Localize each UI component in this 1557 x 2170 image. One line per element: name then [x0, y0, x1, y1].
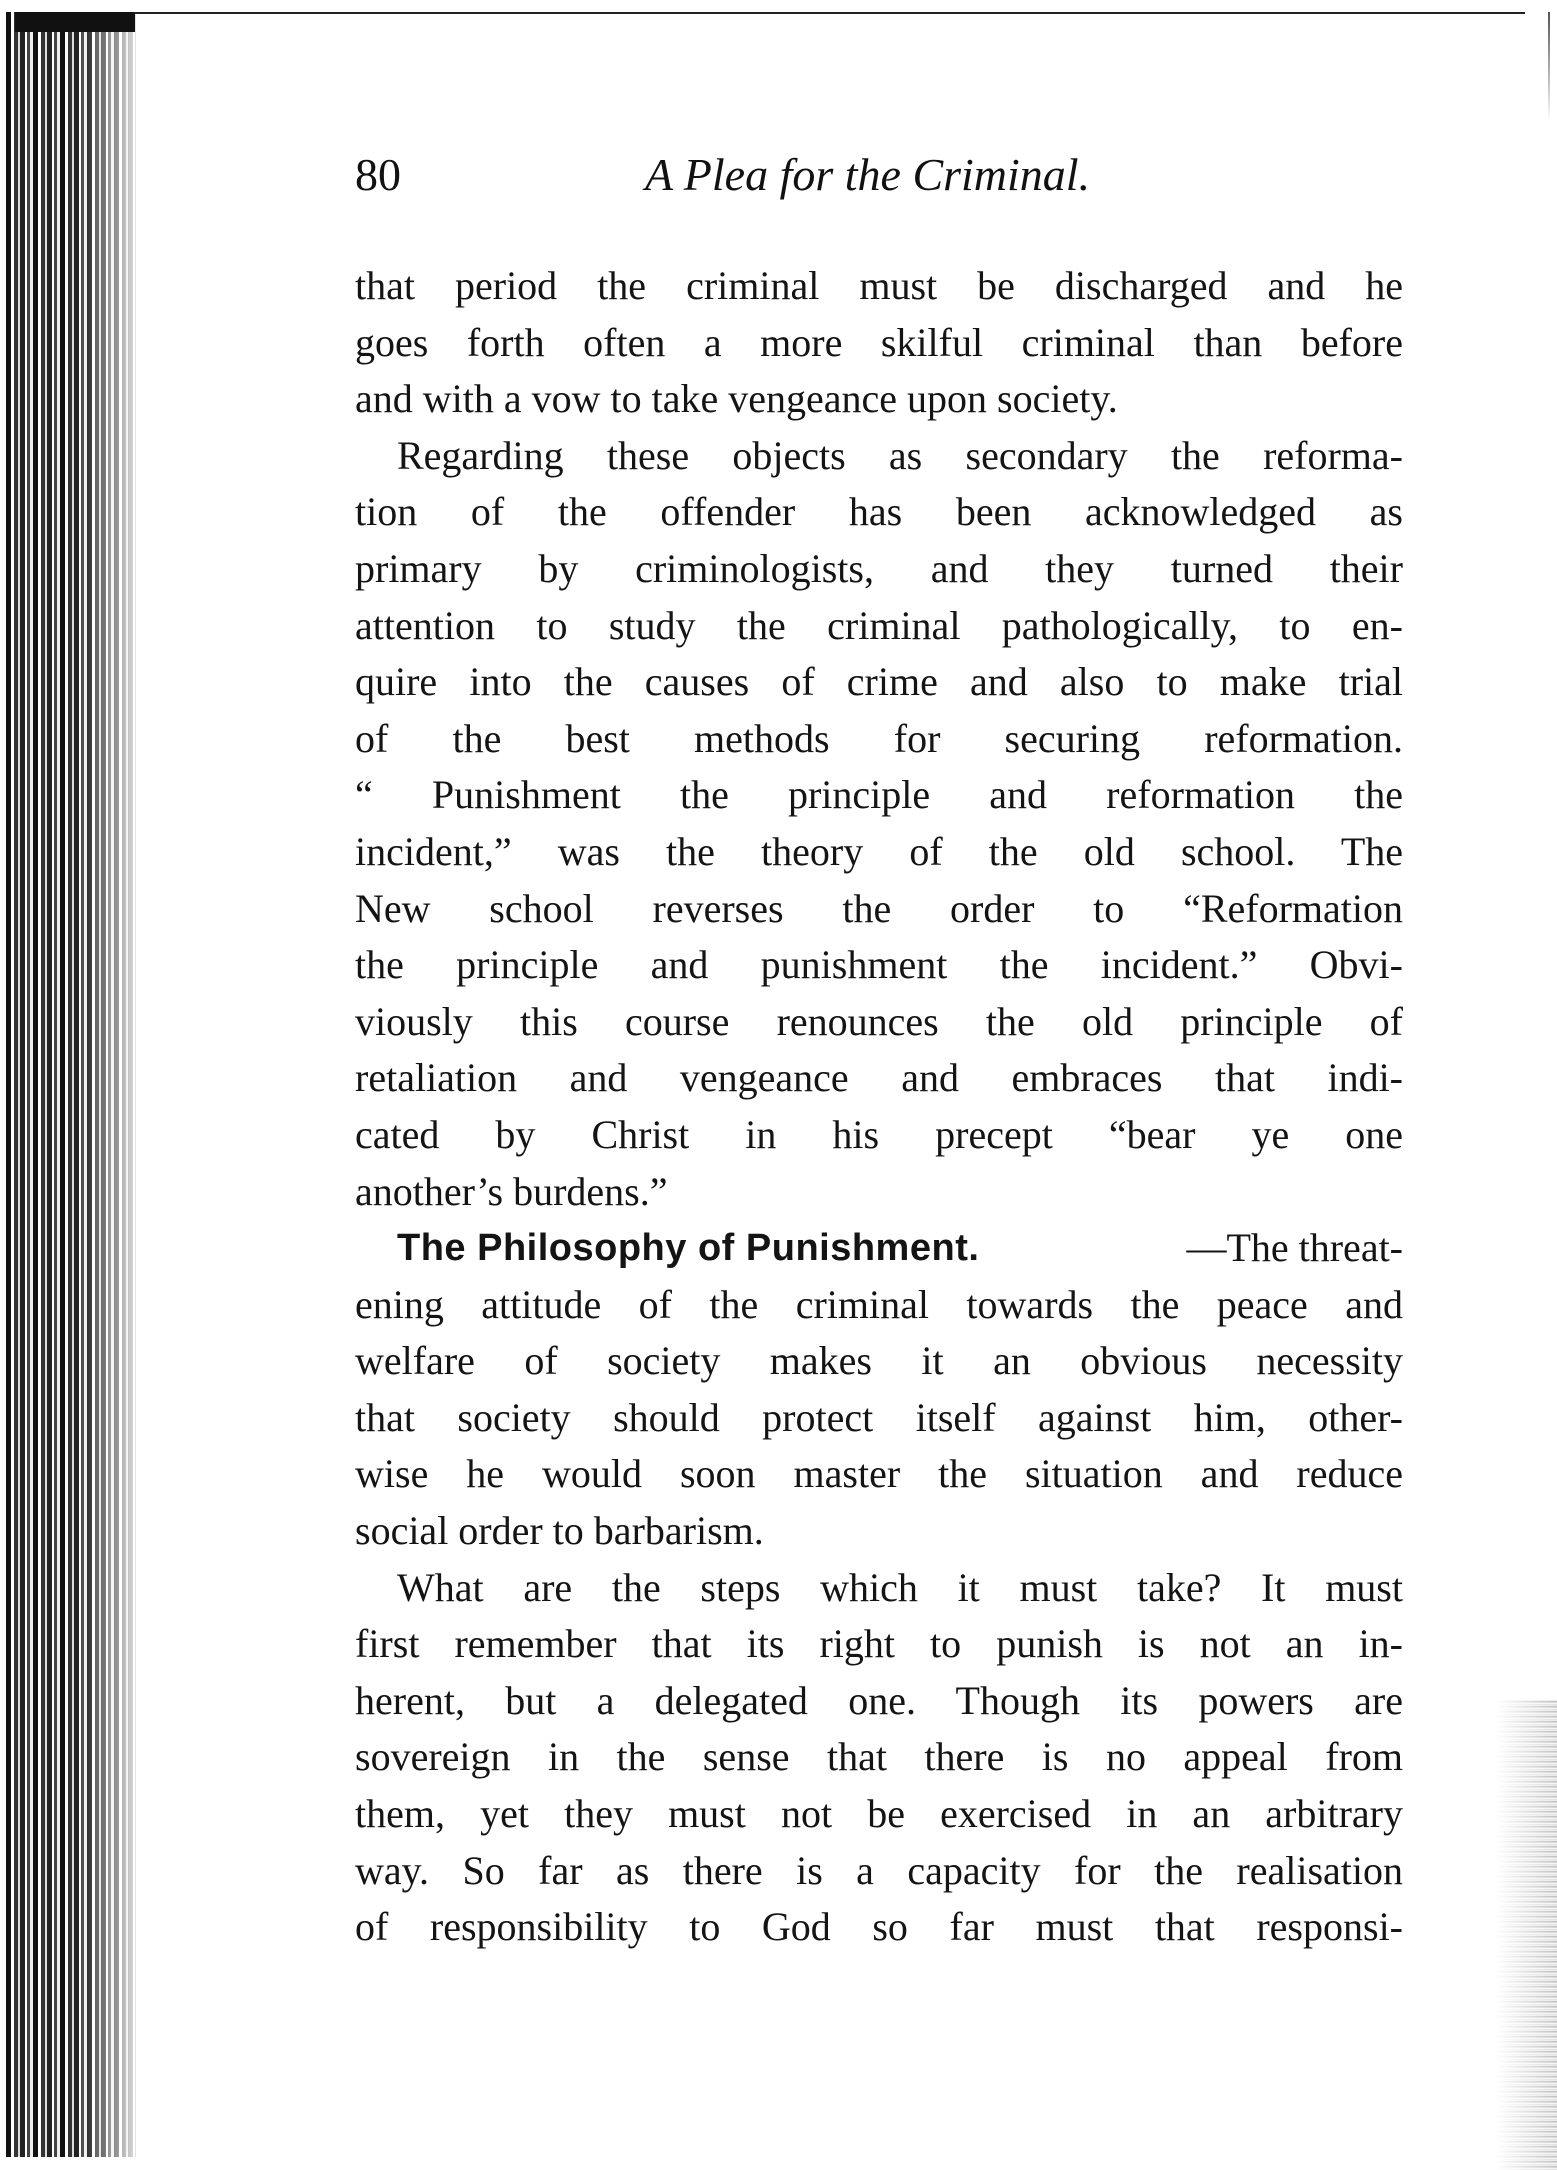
text-line: social order to barbarism. [355, 1508, 764, 1554]
text-line: herent, but a delegated one. Though its powers are [355, 1677, 1403, 1723]
text-line: that period the criminal must be discharged and he [355, 263, 1403, 308]
text-line: and with a vow to take vengeance upon society. [355, 376, 1118, 422]
text-line: tion of the offender has been acknowledged as [355, 489, 1403, 535]
text-line: way. So far as there is a capacity for the realisation [355, 1847, 1403, 1893]
text-line: welfare of society makes it an obvious necessity [355, 1338, 1403, 1384]
text-line: incident,” was the theory of the old school. The [355, 828, 1403, 874]
text-line: that society should protect itself against him, other- [355, 1394, 1403, 1440]
body-text [355, 258, 1403, 1956]
text-line: them, yet they must not be exercised in an arbitrary [355, 1791, 1403, 1837]
right-page-edge-shadow [1495, 1700, 1557, 2170]
page-top-border [15, 12, 1525, 14]
text-line: the principle and punishment the incident.” Obvi- [355, 942, 1403, 988]
text-line: sovereign in the sense that there is no appeal from [355, 1734, 1403, 1780]
text-line: “ Punishment the principle and reformation the [355, 772, 1403, 818]
page-number: 80 [355, 149, 401, 200]
text-line: ening attitude of the criminal towards the peace and [355, 1281, 1403, 1327]
text-line: retaliation and vengeance and embraces that indi- [355, 1055, 1403, 1101]
text-line: What are the steps which it must take? It must [397, 1564, 1403, 1610]
running-title: A Plea for the Criminal. [645, 149, 1091, 200]
text-run: —The threat- [1186, 1225, 1403, 1271]
text-line: Regarding these objects as secondary the reforma- [397, 432, 1403, 478]
text-line: first remember that its right to punish is not an in- [355, 1621, 1403, 1667]
section-heading: The Philosophy of Punishment. [397, 1227, 980, 1270]
text-line: of responsibility to God so far must that responsi- [355, 1904, 1403, 1950]
text-line: New school reverses the order to “Reformation [355, 885, 1403, 931]
text-line: cated by Christ in his precept “bear ye one [355, 1111, 1403, 1157]
text-line: another’s burdens.” [355, 1168, 668, 1214]
text-line: primary by criminologists, and they turned their [355, 545, 1403, 591]
book-page-edge [6, 12, 136, 2157]
book-edge-top-shadow [15, 12, 135, 32]
text-line: wise he would soon master the situation and reduce [355, 1451, 1403, 1497]
text-line: goes forth often a more skilful criminal than before [355, 319, 1403, 365]
text-line: viously this course renounces the old principle of [355, 998, 1403, 1044]
text-line: of the best methods for securing reformation. [355, 715, 1403, 761]
text-line: quire into the causes of crime and also to make trial [355, 659, 1403, 705]
section-heading-line [355, 1220, 1403, 1277]
page-right-border [1548, 12, 1550, 122]
text-line: attention to study the criminal pathologically, to en- [355, 602, 1403, 648]
running-head [355, 148, 1405, 208]
